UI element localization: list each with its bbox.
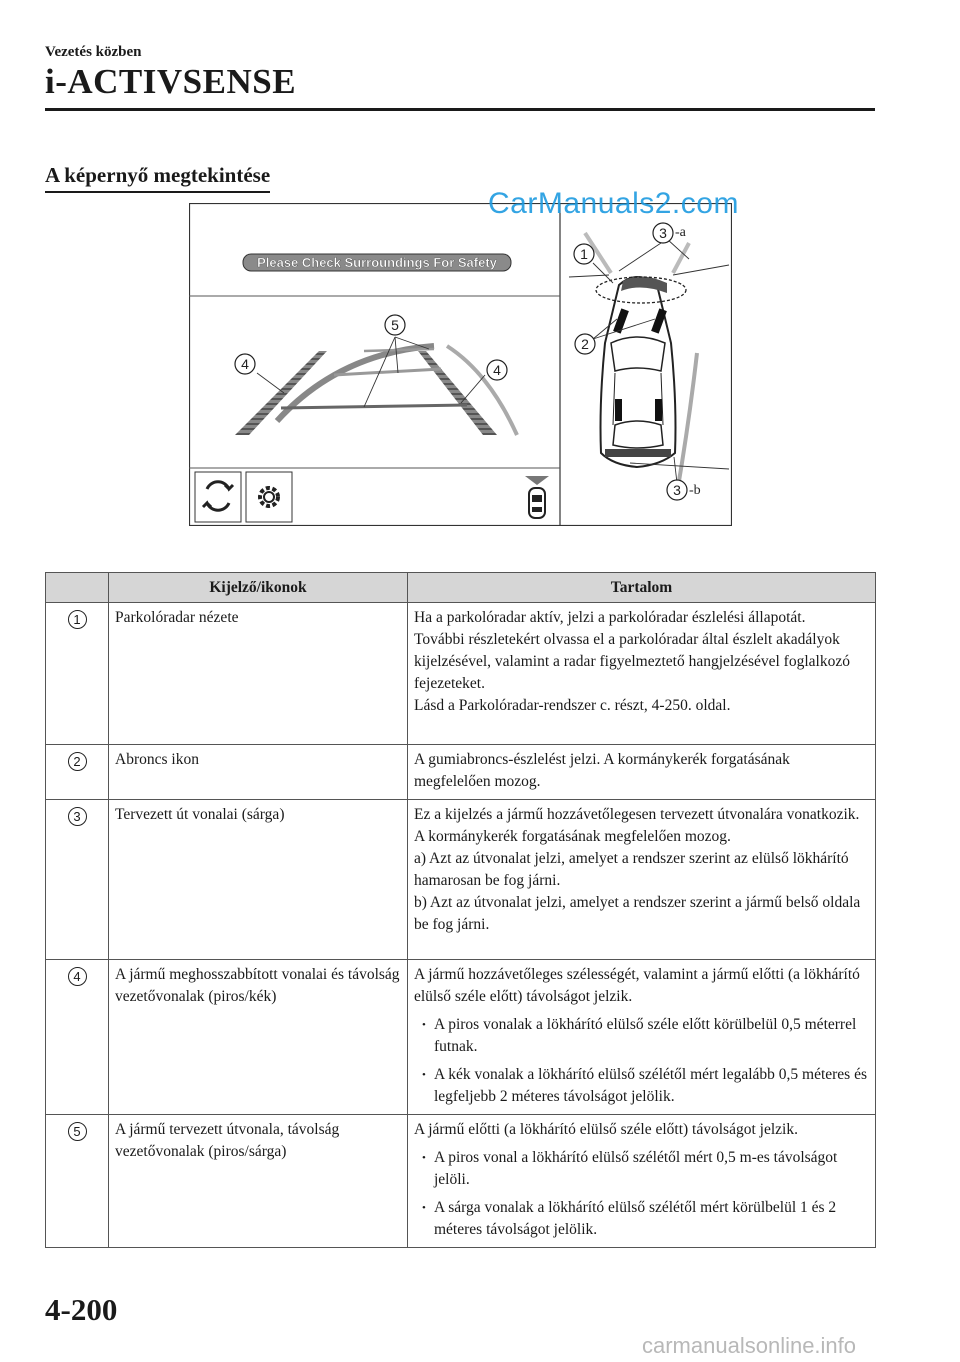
row-label: A jármű tervezett útvonala, távolság vezetővonalak (piros/sárga) [109,1115,408,1248]
svg-text:4: 4 [493,362,501,378]
row-label: Parkolóradar nézete [109,603,408,745]
svg-text:-a: -a [675,225,686,240]
row-number-badge: 4 [68,967,87,986]
bullet-item: • A kék vonalak a lökhárító elülső szélétől mért legalább 0,5 méteres és legfeljebb 2 méteres távolságot jelölik. [414,1064,869,1108]
safety-banner [243,254,511,271]
row-content: A jármű hozzávetőleges szélességét, valamint a jármű előtti (a lökhárító elülső széle előtt) távolságot jelzik. • A piros vonalak a lökhárító elülső széle előtt körülbelül 0,5 méterrel futnak. • A kék vonalak a lökhárító elülső szélétől mért legalább 0,5 méteres és legfeljebb 2 méteres távolságot jelölik. [408,960,876,1115]
bullet-item: • A sárga vonalak a lökhárító elülső szélétől mért körülbelül 1 és 2 méteres távolságot jelölik. [414,1197,869,1241]
callout-5 [385,315,405,335]
table-header-content: Tartalom [408,573,876,603]
row-label: A jármű meghosszabbított vonalai és távolság vezetővonalak (piros/kék) [109,960,408,1115]
row-content: A jármű előtti (a lökhárító elülső széle előtt) távolságot jelzik. • A piros vonal a lökhárító elülső szélétől mért 0,5 m-es távolságot jelöli. • A sárga vonalak a lökhárító elülső szélétől mért körülbelül 1 és 2 méteres távolságot jelölik. [408,1115,876,1248]
table-header-icons: Kijelző/ikonok [109,573,408,603]
table-header-num [46,573,109,603]
gear-icon[interactable] [246,472,292,522]
table-row [46,800,876,960]
row-content: Ha a parkolóradar aktív, jelzi a parkolóradar észlelési állapotát. További részletekért olvassa el a parkolóradar által észlelt akadályok kijelzésével, valamint a radar figyelmeztető hangjelzésével foglalkozó fejezeteket. Lásd a Parkolóradar-rendszer c. részt, 4-250. oldal. [408,603,876,745]
row-number-badge: 2 [68,752,87,771]
bullet-item: • A piros vonal a lökhárító elülső szélétől mért 0,5 m-es távolságot jelöli. [414,1147,869,1191]
section-title: A képernyő megtekintése [45,163,270,193]
table-row [46,745,876,800]
svg-text:4: 4 [241,356,249,372]
display-icons-table [45,572,876,1248]
table-row [46,960,876,1115]
bullet-item: • A piros vonalak a lökhárító elülső széle előtt körülbelül 0,5 méterrel futnak. [414,1014,869,1058]
header-divider [45,108,875,111]
row-content: Ez a kijelzés a jármű hozzávetőlegesen tervezett útvonalára vonatkozik. A kormánykerék forgatásának megfelelően mozog. a) Azt az útvonalat jelzi, amelyet a rendszer szerint az elülső lökhárító hamarosan be fog járni. b) Azt az útvonalat jelzi, amelyet a rendszer szerint a jármű belső oldala be fog járni. [408,800,876,960]
row-number-badge: 5 [68,1122,87,1141]
row-number-badge: 3 [68,807,87,826]
safety-banner-text: Please Check Surroundings For Safety [257,255,497,270]
row-number-badge: 1 [68,610,87,629]
page-title: i-ACTIVSENSE [45,62,297,101]
row-label: Abroncs ikon [109,745,408,800]
svg-text:3: 3 [673,482,681,498]
callout-4-right [487,360,507,380]
callout-1 [574,244,594,264]
camera-screen-diagram [189,203,732,526]
site-watermark: carmanualsonline.info [642,1333,857,1358]
page-number: 4-200 [45,1292,118,1327]
watermark-carmanuals: CarManuals2.com [488,187,739,220]
camera-switch-icon[interactable] [195,472,241,522]
table-row [46,603,876,745]
row-label: Tervezett út vonalai (sárga) [109,800,408,960]
table-header-row [46,573,876,603]
row-content: A gumiabroncs-észlelést jelzi. A kormánykerék forgatásának megfelelően mozog. [408,745,876,800]
callout-2 [575,334,595,354]
breadcrumb: Vezetés közben [45,44,142,60]
svg-text:1: 1 [580,246,588,262]
svg-text:5: 5 [391,317,399,333]
table-row [46,1115,876,1248]
callout-3b [667,480,701,500]
svg-text:3: 3 [659,225,667,241]
svg-text:-b: -b [689,483,701,498]
svg-text:2: 2 [581,336,589,352]
callout-4-left [235,354,255,374]
